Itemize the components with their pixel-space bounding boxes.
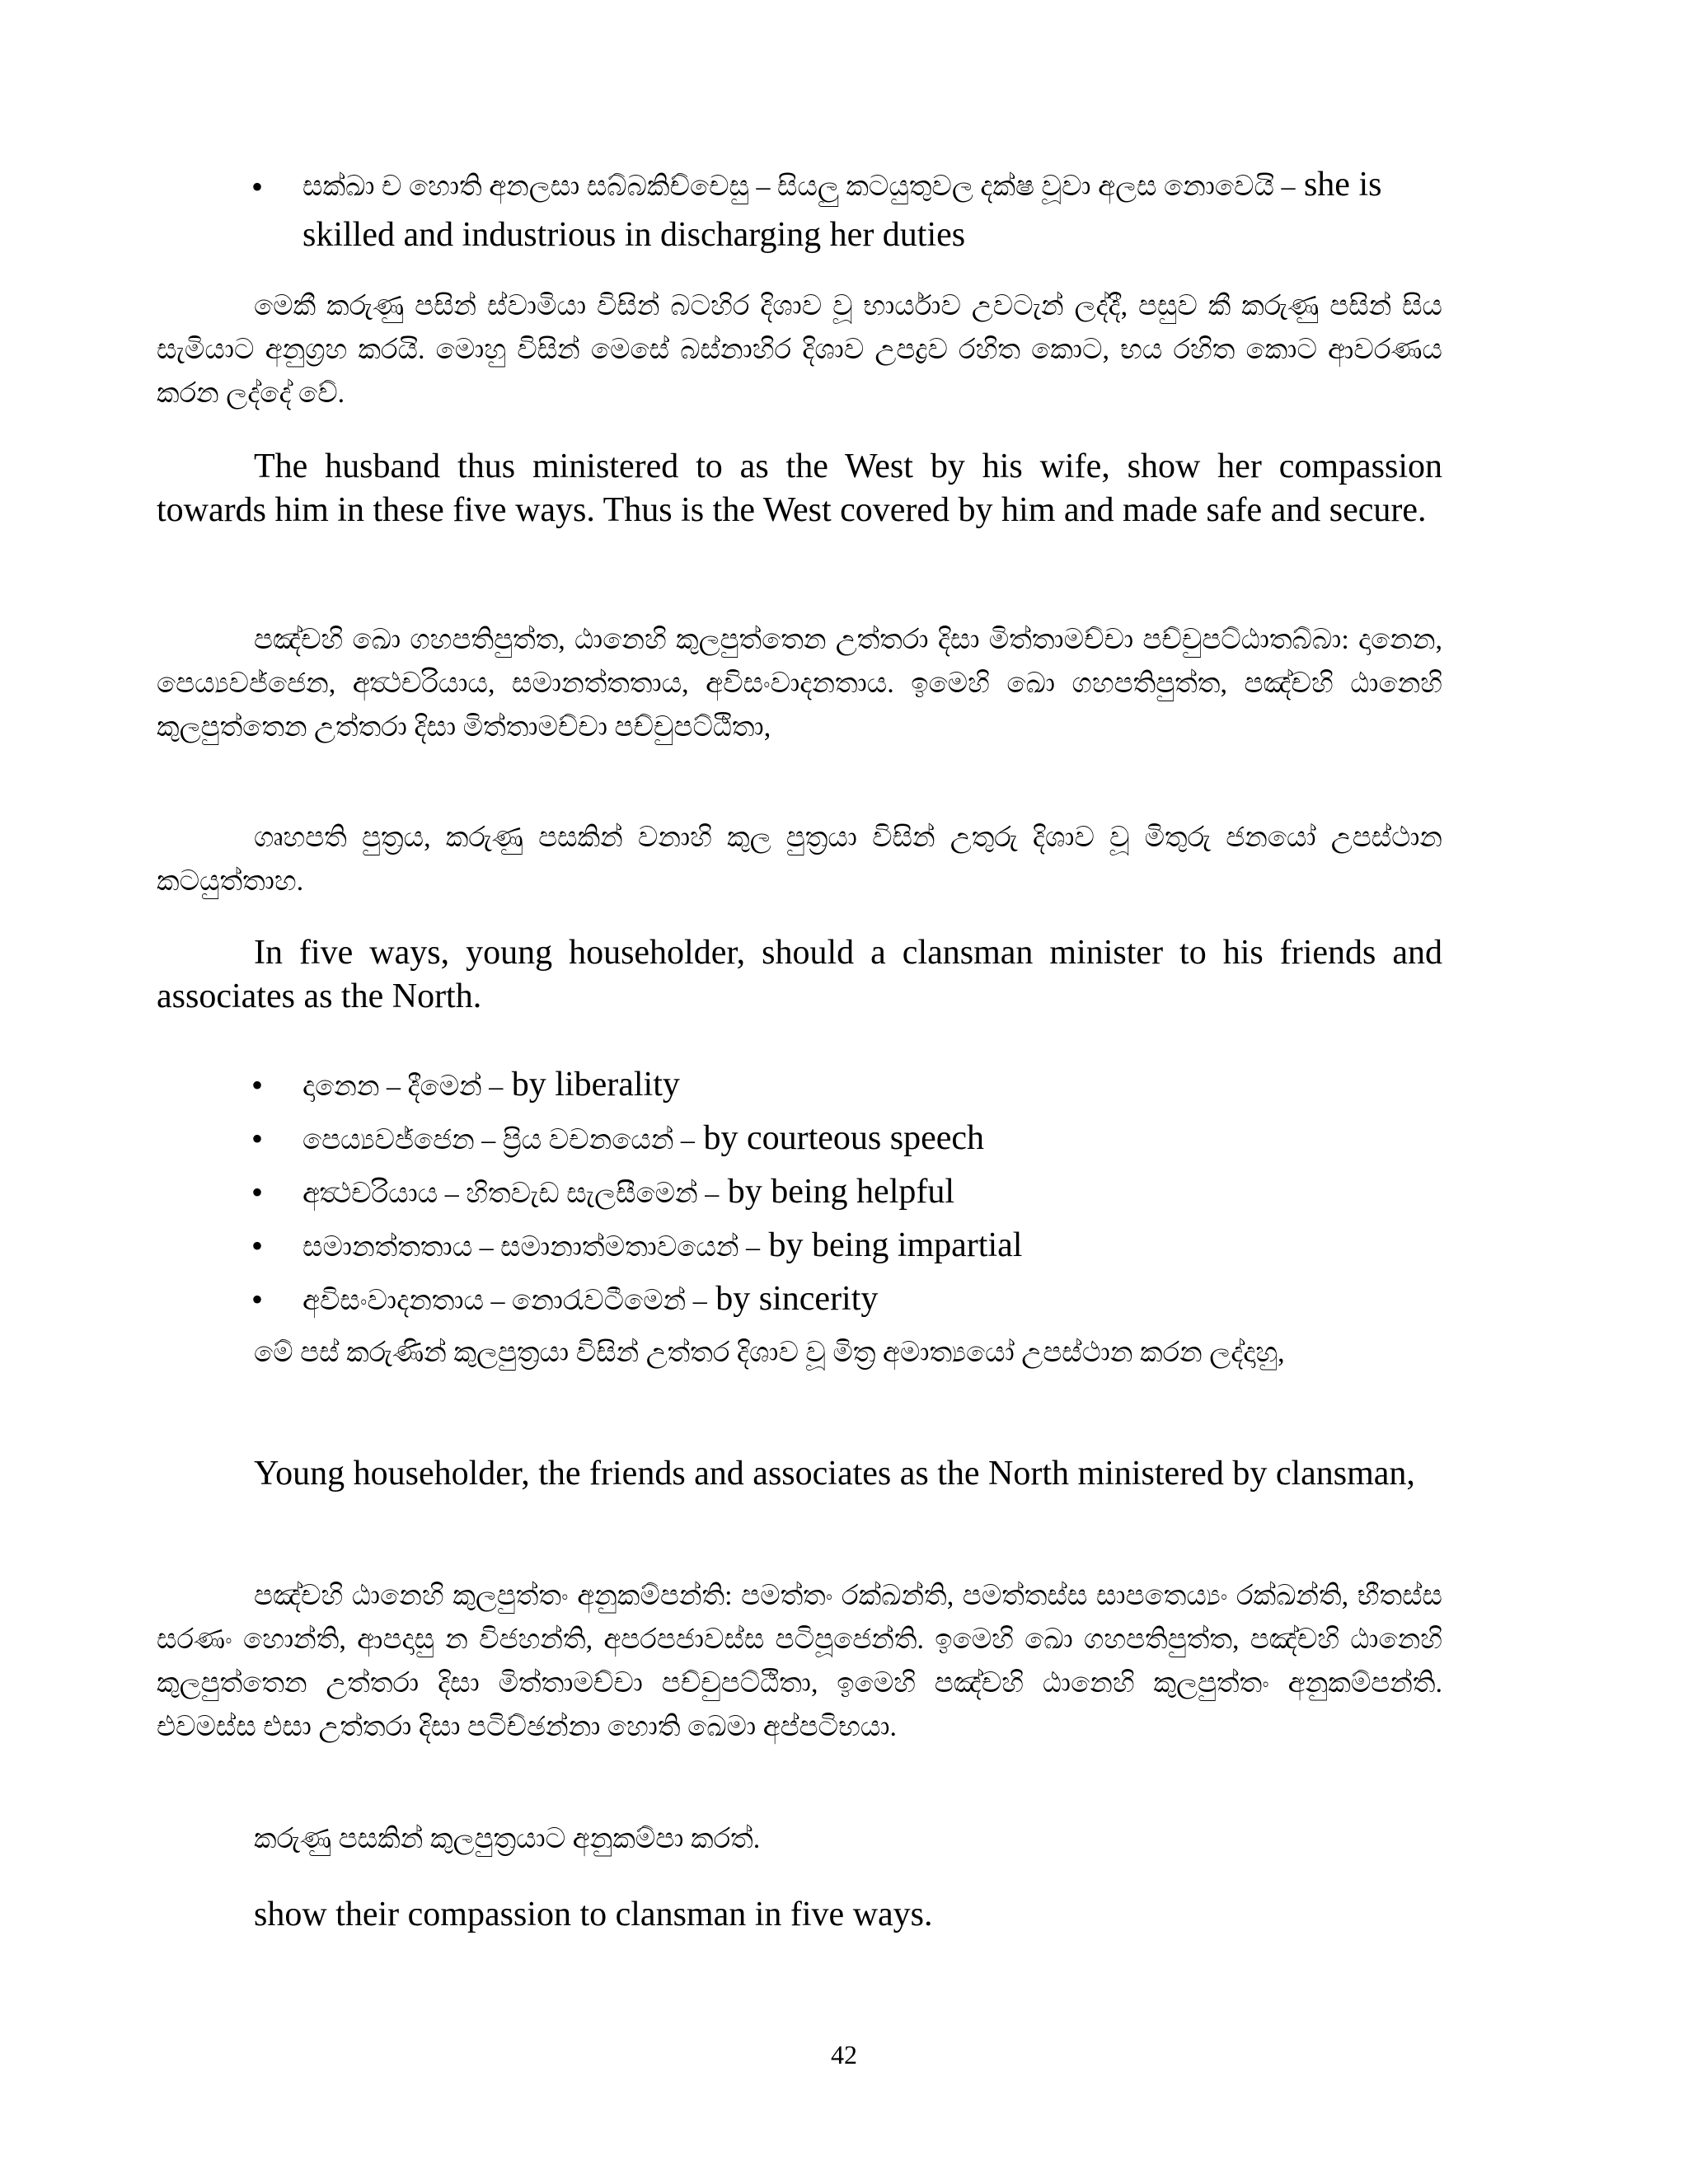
paragraph-pali-friends-compassion: පඤ්චහි ඨානෙහි කුලපුත්තං අනුකම්පන්ති: පමත්තං රක්ඛන්ති, පමත්තස්ස සාපතෙය්‍යං රක්ඛන්ති, භීතස්ස සරණං හොන්ති, ආපදාසු න විජහන්ති, අපරපජාවස්ස පටිපූජෙන්ති. ඉමෙහි ඛො ගහපතිපුත්ත, පඤ්චහි ඨානෙහි කුලපුත්තෙන උත්තරා දිසා මිත්තාමච්චා පච්චුපට්ඨිතා, ඉමෙහි පඤ්චහි ඨානෙහි කුලපුත්තං අනුකම්පන්ති. එවමස්ස එසා උත්තරා දිසා පටිච්ඡන්නා හොති ඛෙමා අප්පටිභයා. — [157, 1581, 1442, 1742]
list-item — [251, 1169, 1447, 1222]
page-number: 42 — [831, 2040, 857, 2069]
bullet-icon: • — [251, 1227, 264, 1264]
five-ways-list — [251, 1062, 1447, 1329]
bullet-english-text: by being impartial — [760, 1226, 1023, 1264]
bullet-sinhala-text: සමානත්තතාය – සමානාත්මතාවයෙන් – — [302, 1232, 761, 1263]
bullet-icon: • — [251, 1066, 264, 1104]
bullet-english-text: by sincerity — [706, 1280, 879, 1318]
bullet-sinhala-text: දානෙන – දීමෙන් – — [302, 1071, 504, 1102]
bullet-english-text: by being helpful — [719, 1173, 955, 1211]
bullet-english-text: by liberality — [503, 1066, 680, 1104]
bullet-sinhala-text: පෙය්‍යවජ්ජෙන – ප්‍රිය වචනයෙන් – — [302, 1125, 695, 1155]
bullet-icon: • — [251, 1174, 264, 1211]
bullet-english-text: by courteous speech — [694, 1119, 984, 1157]
list-item — [251, 1062, 1447, 1115]
list-item — [251, 1276, 1447, 1329]
list-item — [251, 163, 1447, 264]
paragraph-sinhala-friends-compassion: කරුණු පසකින් කුලපුත්‍රයාට අනුකම්පා කරත්. — [254, 1824, 761, 1854]
bullet-sinhala-text: සක්ඛා ච හොති අනලසා සබ්බකිච්චෙසු – සියලු කටයුතුවල දක්ෂ වූවා අලස නොවෙයි – — [302, 171, 1296, 202]
paragraph-sinhala-north-ministering: ගෘහපති පුත්‍රය, කරුණු පසකින් වනාහි කුල පුත්‍රයා විසින් උතුරු දිශාව වූ මිතුරු ජනයෝ උපස්ථාන කටයුත්තාහ. — [157, 823, 1442, 897]
bullet-icon: • — [251, 1281, 264, 1318]
bullet-icon: • — [251, 168, 264, 205]
bullet-sinhala-text: අවිසංවාදනතාය – නොරැවටීමෙන් – — [302, 1286, 707, 1316]
bullet-icon: • — [251, 1120, 264, 1157]
paragraph-sinhala-west-compassion: මෙකී කරුණු පසින් ස්වාමියා විසින් බටහිර දිශාව වූ භාර්යාව උවටැන් ලද්දී, පසුව කී කරුණු පසින් සිය සැමියාට අනුග්‍රහ කරයි. මොහු විසින් මෙසේ බස්නාහිර දිශාව උපද්‍රව රහිත කොට, භය රහිත කොට ආවරණය කරන ලද්දේ වේ. — [157, 291, 1442, 409]
paragraph-english-west-compassion: The husband thus ministered to as the West by his wife, show her compassion towards him in these five ways. Thus is the West covered by him and made safe and secure. — [157, 448, 1442, 529]
top-bullet-list — [251, 163, 1447, 264]
paragraph-pali-north-ministering: පඤ්චහි ඛො ගහපතිපුත්ත, ඨානෙහි කුලපුත්තෙන උත්තරා දිසා මිත්තාමච්චා පච්චුපට්ඨාතබ්බා: දානෙන, පෙය්‍යවජ්ජෙන, අත්‍ථචරියාය, සමානත්තතාය, අවිසංවාදනතාය. ඉමෙහි ඛො ගහපතිපුත්ත, පඤ්චහි ඨානෙහි කුලපුත්තෙන උත්තරා දිසා මිත්තාමච්චා පච්චුපට්ඨිතා, — [157, 625, 1442, 743]
paragraph-english-friends-ministered: Young householder, the friends and associates as the North ministered by clansman, — [254, 1455, 1415, 1493]
list-item — [251, 1115, 1447, 1169]
bullet-english-text: she is skilled and industrious in discharging her duties — [302, 166, 1382, 254]
paragraph-sinhala-friends-ministered: මේ පස් කරුණින් කුලපුත්‍රයා විසින් උත්තර දිශාව වූ මිත්‍ර අමාත්‍යයෝ උපස්ථාන කරන ලද්දාහු, — [254, 1338, 1285, 1368]
list-item — [251, 1222, 1447, 1276]
paragraph-english-north-ministering: In five ways, young householder, should a clansman minister to his friends and associates as the North. — [157, 934, 1442, 1015]
paragraph-english-friends-compassion: show their compassion to clansman in five ways. — [254, 1896, 933, 1933]
bullet-sinhala-text: අත්‍ථචරියාය – හිතවැඩ සැලසීමෙන් – — [302, 1179, 720, 1209]
